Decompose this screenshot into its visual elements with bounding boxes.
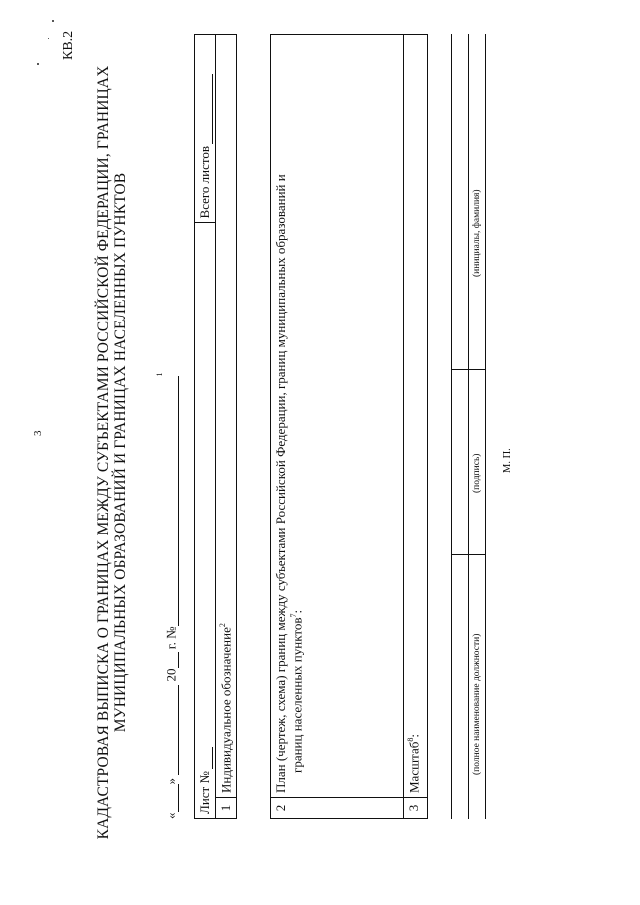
- sheet-number-blank: [199, 747, 213, 769]
- footnote-7: 7: [289, 613, 298, 618]
- month-blank: [165, 685, 179, 775]
- plan-label-line2: границ населенных пунктов: [289, 617, 305, 773]
- header-footnote: 1: [155, 372, 164, 377]
- row-number: 2: [271, 798, 404, 819]
- scale-cell: [404, 35, 428, 798]
- year-blank: [165, 653, 179, 669]
- scale-colon: :: [406, 734, 422, 738]
- signature-middle-line: [468, 34, 469, 819]
- date-close-quote: »: [163, 778, 179, 785]
- individual-designation-cell: [216, 35, 237, 798]
- total-sheets-blank: [199, 74, 213, 144]
- plan-colon: :: [289, 609, 305, 614]
- signature-divider: [451, 554, 485, 555]
- scale-label: Масштаб: [406, 741, 422, 793]
- footnote-8: 8: [406, 737, 415, 742]
- sheet-number-label: Лист №: [197, 771, 212, 814]
- signature-caption: (подпись): [472, 453, 482, 493]
- plan-label-line2-wrap: [289, 39, 305, 793]
- date-open-quote: «: [163, 812, 179, 819]
- day-blank: [165, 785, 179, 813]
- total-sheets-cell: [195, 35, 216, 223]
- stamp-placeholder: М. П.: [502, 448, 513, 473]
- individual-designation-label: Индивидуальное обозначение: [218, 627, 234, 793]
- row-number: 1: [216, 798, 237, 819]
- plan-cell: [271, 35, 404, 798]
- plan-table: [270, 34, 428, 819]
- signature-bottom-line: [485, 34, 486, 819]
- sheet-number-cell: [195, 223, 216, 819]
- footnote-2: 2: [218, 623, 227, 628]
- sheet-info-table: [194, 34, 237, 819]
- name-caption: (инициалы, фамилия): [472, 189, 482, 277]
- date-number-line: [155, 372, 179, 819]
- signature-top-line: [451, 34, 452, 819]
- number-label: г. №: [163, 626, 179, 650]
- plan-label-line1: План (чертеж, схема) границ между субъектами Российской Федерации, границ муниципальных образований и: [273, 174, 288, 793]
- total-sheets-label: Всего листов: [197, 145, 212, 219]
- signature-divider: [451, 369, 485, 370]
- number-blank: [165, 376, 179, 626]
- position-caption: (полное наименование должности): [472, 633, 482, 775]
- document-title-line1: КАДАСТРОВАЯ ВЫПИСКА О ГРАНИЦАХ МЕЖДУ СУБЪЕКТАМИ РОССИЙСКОЙ ФЕДЕРАЦИИ, ГРАНИЦАХ: [95, 65, 112, 840]
- row-number: 3: [404, 798, 428, 819]
- page-number: 3: [32, 430, 44, 436]
- form-code: КВ.2: [61, 30, 76, 60]
- year-prefix: 20: [163, 668, 179, 682]
- document-title-line2: МУНИЦИПАЛЬНЫХ ОБРАЗОВАНИЙ И ГРАНИЦАХ НАСЕЛЕННЫХ ПУНКТОВ: [112, 172, 129, 733]
